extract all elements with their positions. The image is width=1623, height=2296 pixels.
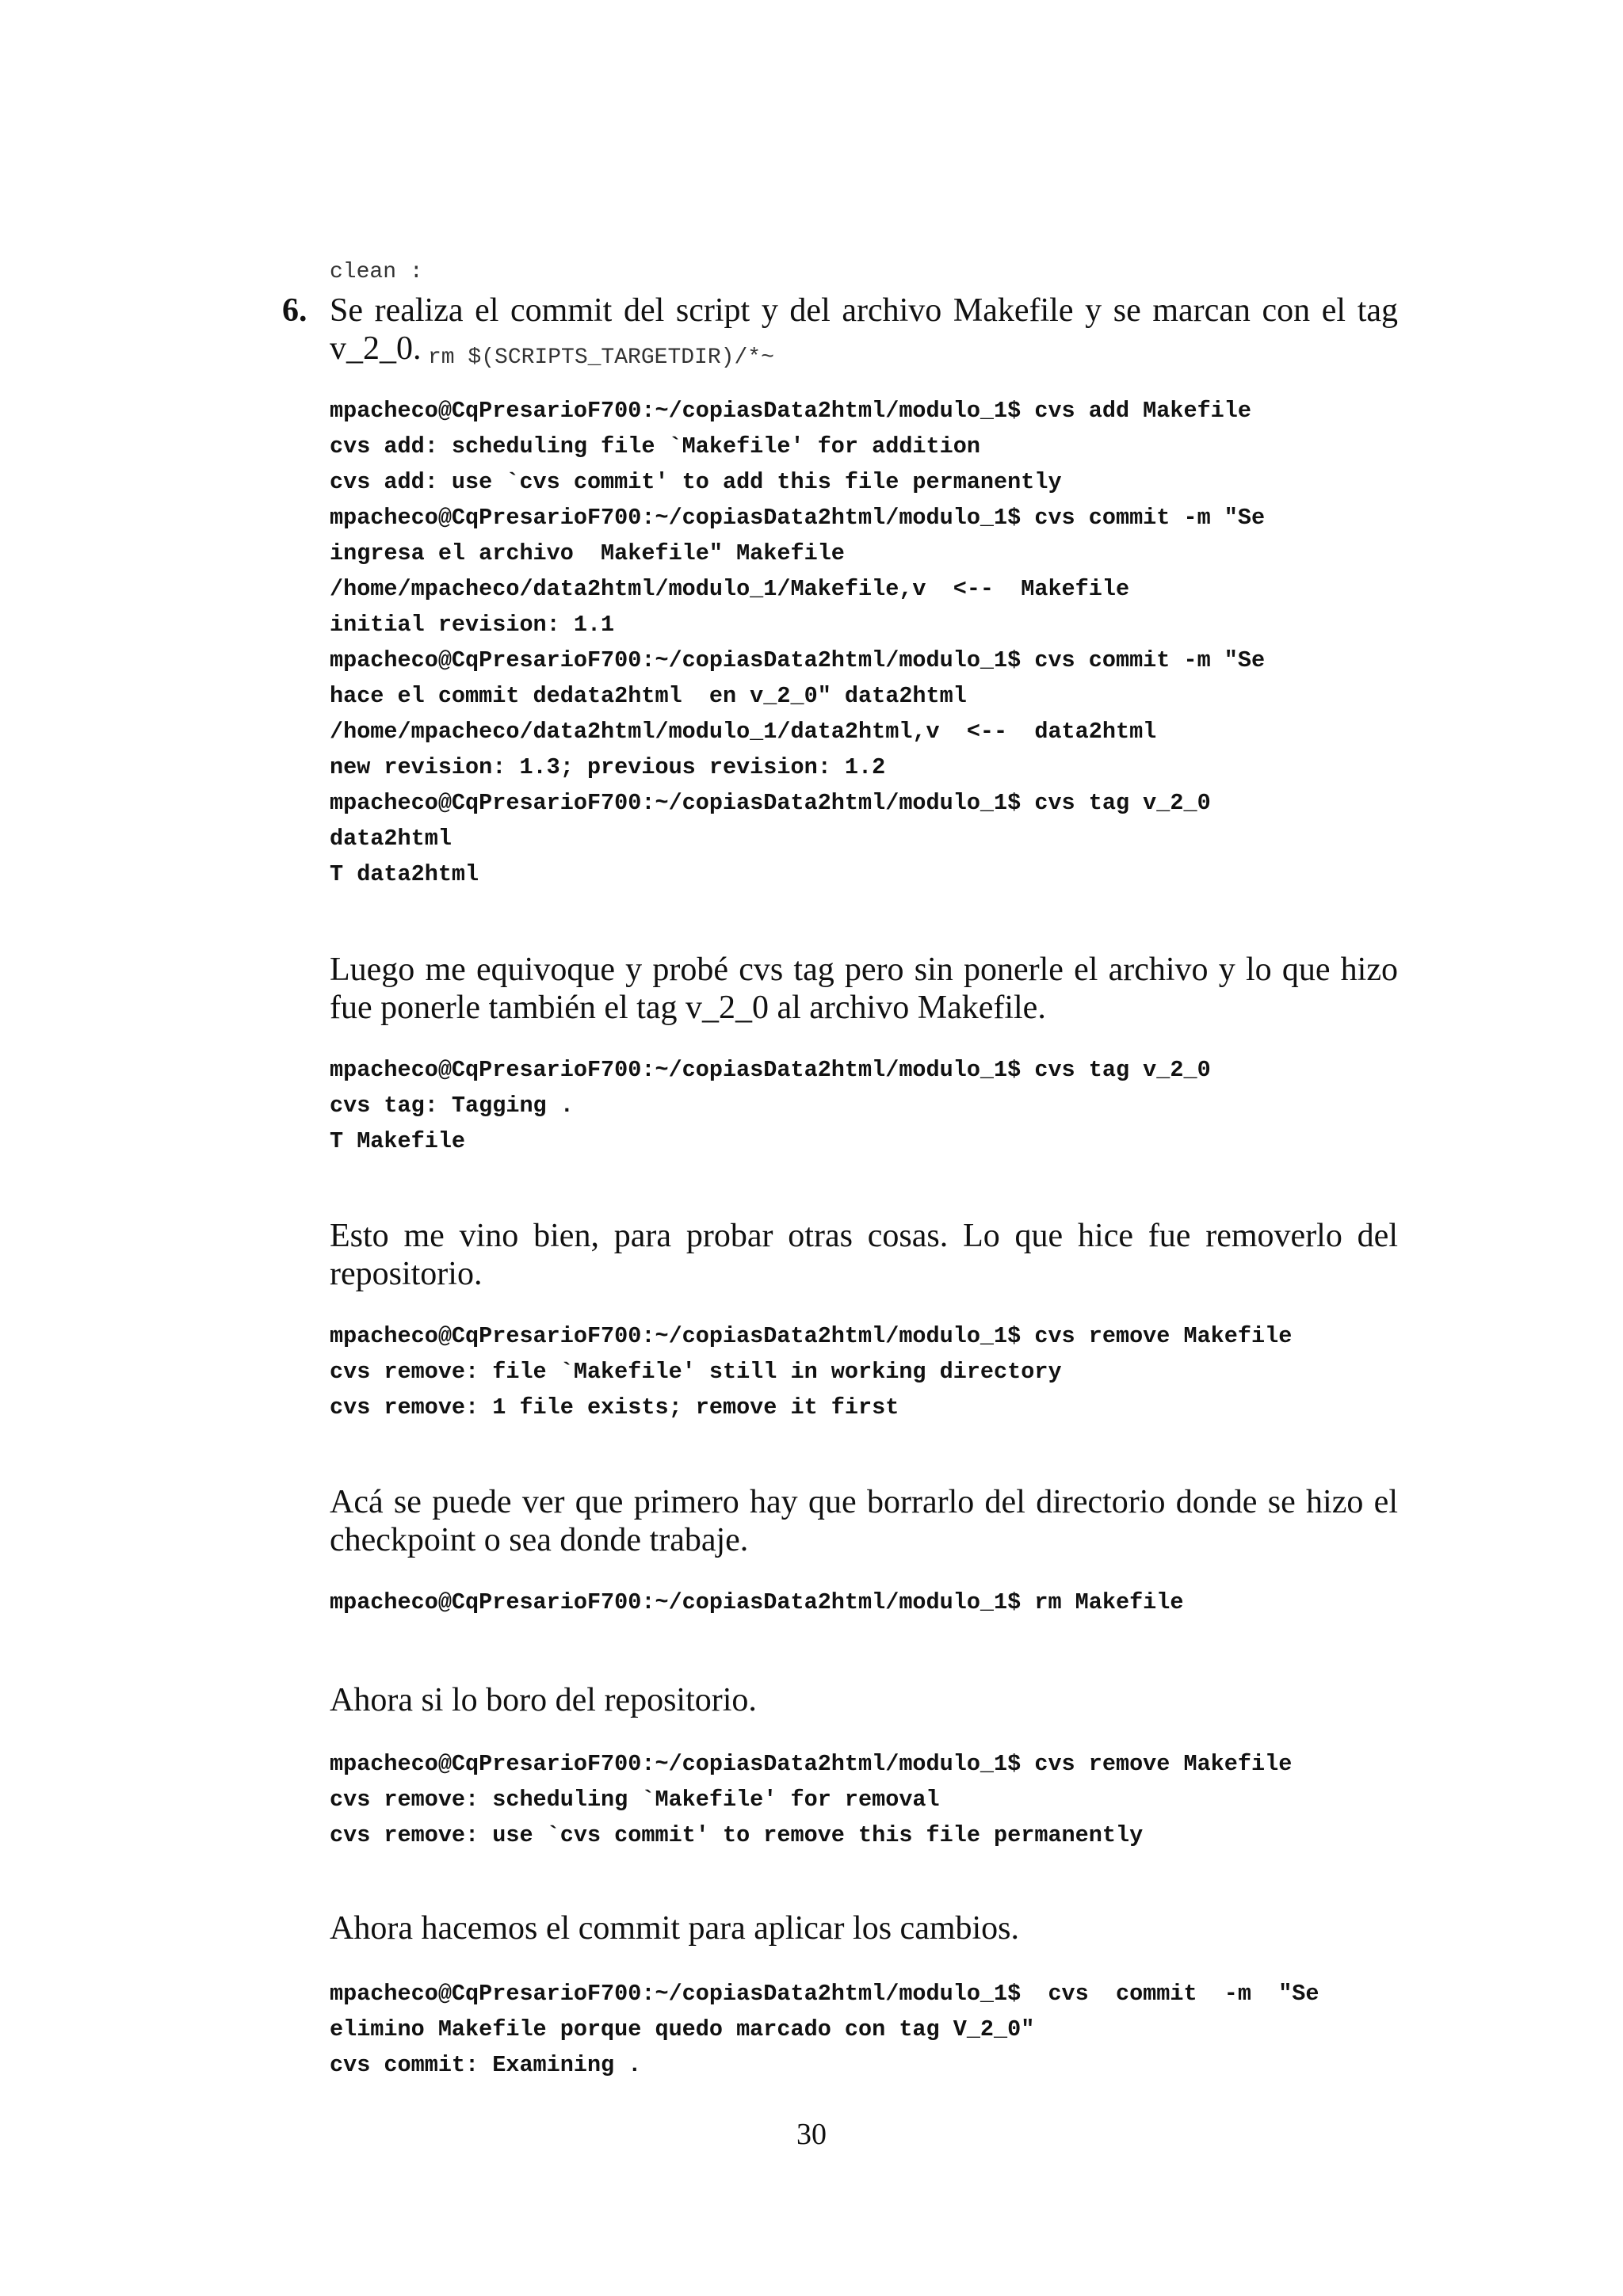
terminal-block-3 xyxy=(330,1318,1407,1425)
terminal-line: cvs remove: scheduling `Makefile' for removal xyxy=(330,1787,940,1813)
terminal-line: mpacheco@CqPresarioF700:~/copiasData2html/modulo_1$ cvs tag v_2_0 xyxy=(330,790,1211,816)
paragraph-commit-changes: Ahora hacemos el commit para aplicar los cambios. xyxy=(330,1910,1020,1947)
terminal-line: initial revision: 1.1 xyxy=(330,612,615,638)
page-number: 30 xyxy=(796,2118,827,2151)
terminal-line: ingresa el archivo Makefile" Makefile xyxy=(330,540,845,566)
terminal-line: hace el commit dedata2html en v_2_0" data2html xyxy=(330,683,967,709)
makefile-line-clean: clean : xyxy=(330,260,423,284)
terminal-block-6 xyxy=(330,1976,1407,2083)
paragraph-remove-now: Ahora si lo boro del repositorio. xyxy=(330,1682,757,1718)
terminal-line: cvs add: use `cvs commit' to add this file permanently xyxy=(330,469,1062,495)
paragraph-tag-mistake: Luego me equivoque y probé cvs tag pero sin ponerle el archivo y lo que hizo fue ponerle también el tag v_2_0 al archivo Makefile. xyxy=(330,952,1398,1026)
step-6 xyxy=(282,292,1398,368)
terminal-line: mpacheco@CqPresarioF700:~/copiasData2html/modulo_1$ cvs remove Makefile xyxy=(330,1751,1293,1777)
paragraph-delete-first: Acá se puede ver que primero hay que borrarlo del directorio donde se hizo el checkpoint o sea donde trabaje. xyxy=(330,1484,1398,1558)
terminal-line: cvs remove: 1 file exists; remove it first xyxy=(330,1394,899,1421)
terminal-line: T Makefile xyxy=(330,1128,466,1154)
paragraph-remove-repo: Esto me vino bien, para probar otras cosas. Lo que hice fue removerlo del repositorio. xyxy=(330,1218,1398,1292)
terminal-line: T data2html xyxy=(330,861,479,887)
terminal-line: cvs tag: Tagging . xyxy=(330,1093,574,1119)
terminal-line: cvs remove: use `cvs commit' to remove this file permanently xyxy=(330,1822,1144,1848)
terminal-block-5 xyxy=(330,1746,1407,1853)
terminal-block-4 xyxy=(330,1585,1407,1620)
terminal-line: mpacheco@CqPresarioF700:~/copiasData2html/modulo_1$ cvs tag v_2_0 xyxy=(330,1057,1211,1083)
terminal-line: mpacheco@CqPresarioF700:~/copiasData2html/modulo_1$ cvs remove Makefile xyxy=(330,1323,1293,1349)
terminal-line: /home/mpacheco/data2html/modulo_1/Makefile,v <-- Makefile xyxy=(330,576,1130,602)
terminal-line: mpacheco@CqPresarioF700:~/copiasData2html/modulo_1$ cvs commit -m "Se xyxy=(330,505,1266,531)
terminal-line: mpacheco@CqPresarioF700:~/copiasData2html/modulo_1$ cvs add Makefile xyxy=(330,398,1251,424)
terminal-line: new revision: 1.3; previous revision: 1.2 xyxy=(330,754,886,780)
step-number: 6. xyxy=(282,292,307,329)
terminal-line: mpacheco@CqPresarioF700:~/copiasData2html/modulo_1$ cvs commit -m "Se xyxy=(330,647,1266,673)
terminal-line: mpacheco@CqPresarioF700:~/copiasData2html/modulo_1$ rm Makefile xyxy=(330,1589,1184,1615)
terminal-line: cvs remove: file `Makefile' still in working directory xyxy=(330,1359,1062,1385)
terminal-block-2 xyxy=(330,1052,1407,1159)
terminal-line: mpacheco@CqPresarioF700:~/copiasData2html/modulo_1$ cvs commit -m "Se xyxy=(330,1981,1319,2007)
terminal-block-1 xyxy=(330,393,1407,892)
step-text: Se realiza el commit del script y del archivo Makefile y se marcan con el tag v_2_0. xyxy=(330,292,1398,367)
terminal-line: /home/mpacheco/data2html/modulo_1/data2html,v <-- data2html xyxy=(330,719,1157,745)
terminal-line: elimino Makefile porque quedo marcado con tag V_2_0" xyxy=(330,2016,1035,2042)
terminal-line: data2html xyxy=(330,826,452,852)
terminal-line: cvs commit: Examining . xyxy=(330,2052,642,2078)
makefile-line-rm: rm $(SCRIPTS_TARGETDIR)/*~ xyxy=(428,345,774,370)
terminal-line: cvs add: scheduling file `Makefile' for addition xyxy=(330,433,980,460)
